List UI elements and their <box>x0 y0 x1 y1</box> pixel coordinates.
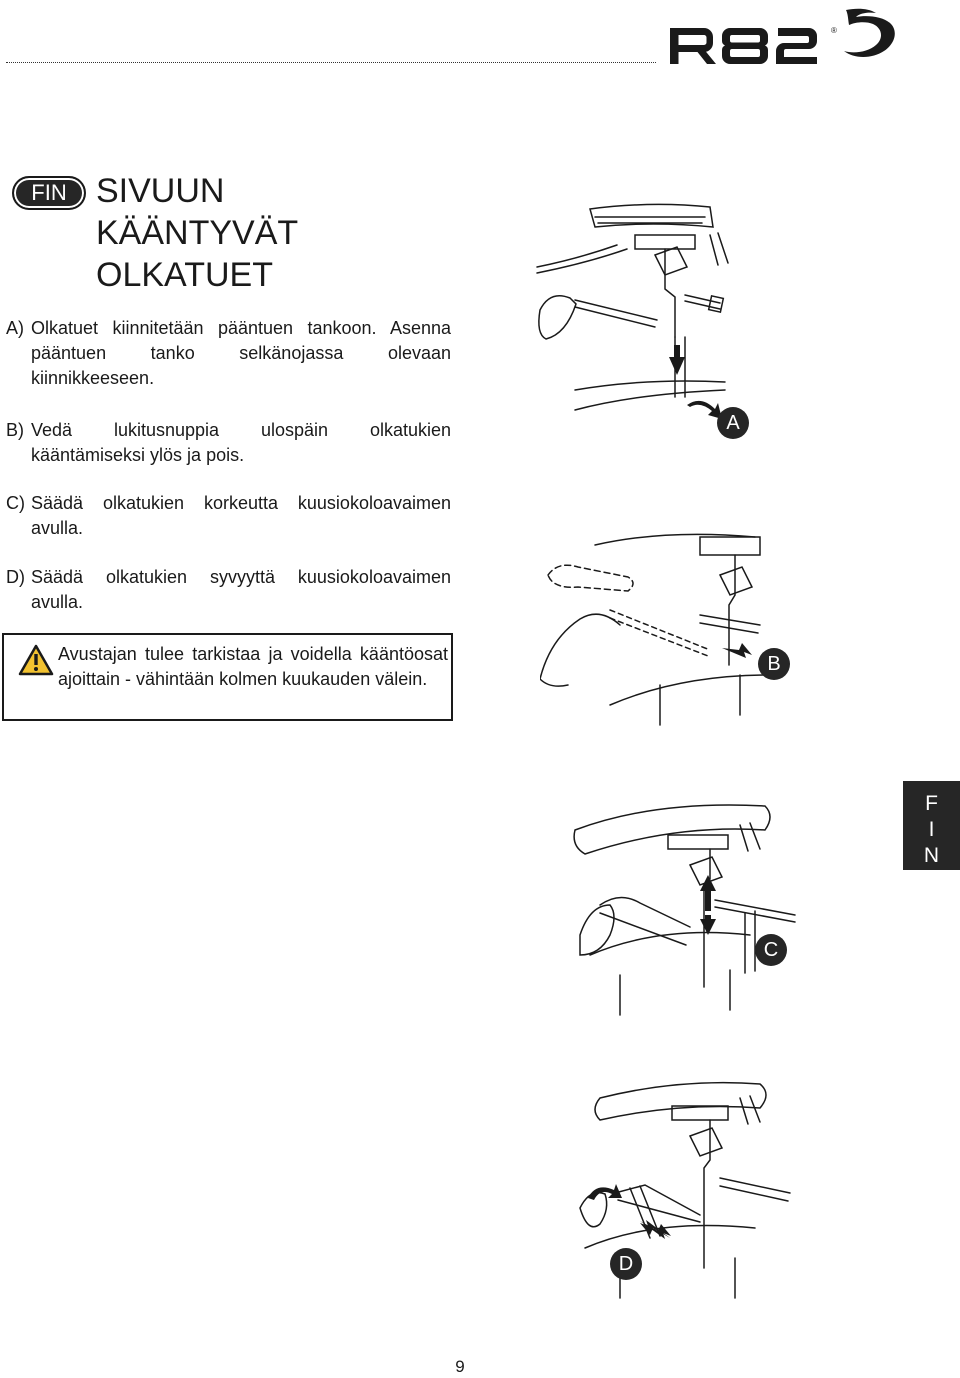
warning-text: Avustajan tulee tarkistaa ja voidella kääntöosat ajoittain - vähintään kolmen kuukauden välein. <box>58 644 448 689</box>
step-letter: A) <box>6 318 24 338</box>
side-tab-letter: N <box>923 844 940 867</box>
step-text: Säädä olkatukien syvyyttä kuusiokoloavaimen avulla. <box>31 567 451 612</box>
headrest-bracket-illustration <box>560 1078 810 1308</box>
title-line: OLKATUET <box>96 256 273 294</box>
step-a <box>6 316 451 391</box>
page-title <box>96 170 298 296</box>
figure-a <box>535 195 775 445</box>
figure-d <box>560 1078 810 1308</box>
step-text: Säädä olkatukien korkeutta kuusiokoloavaimen avulla. <box>31 493 451 538</box>
step-letter: B) <box>6 420 24 440</box>
figure-label-d: D <box>610 1248 642 1280</box>
step-text: Vedä lukitusnuppia ulospäin olkatukien kääntämiseksi ylös ja pois. <box>31 420 451 465</box>
figure-label-b: B <box>758 648 790 680</box>
r82-logo <box>668 2 918 66</box>
step-c <box>6 491 451 541</box>
step-letter: D) <box>6 567 25 587</box>
step-text: Olkatuet kiinnitetään pääntuen tankoon. Asenna pääntuen tanko selkänojassa olevaan kiinnikkeeseen. <box>31 318 451 388</box>
header-dotted-rule <box>6 62 656 63</box>
figure-c <box>560 795 810 1025</box>
warning-triangle-icon <box>18 644 54 676</box>
figure-label-a: A <box>717 407 749 439</box>
side-language-tab <box>903 781 960 870</box>
title-line: KÄÄNTYVÄT <box>96 214 299 252</box>
step-d <box>6 565 451 615</box>
headrest-bracket-illustration <box>540 515 790 735</box>
side-tab-letter: I <box>928 818 935 841</box>
step-b <box>6 418 451 468</box>
figure-label-c: C <box>755 934 787 966</box>
warning-box <box>2 633 453 721</box>
svg-text:®: ® <box>831 26 837 35</box>
step-letter: C) <box>6 493 25 513</box>
page-number: 9 <box>455 1357 465 1376</box>
figure-b <box>540 515 790 735</box>
title-line: SIVUUN <box>96 172 225 210</box>
side-tab-letter: F <box>925 792 938 815</box>
language-badge: FIN <box>12 176 86 210</box>
headrest-bracket-illustration <box>560 795 810 1025</box>
